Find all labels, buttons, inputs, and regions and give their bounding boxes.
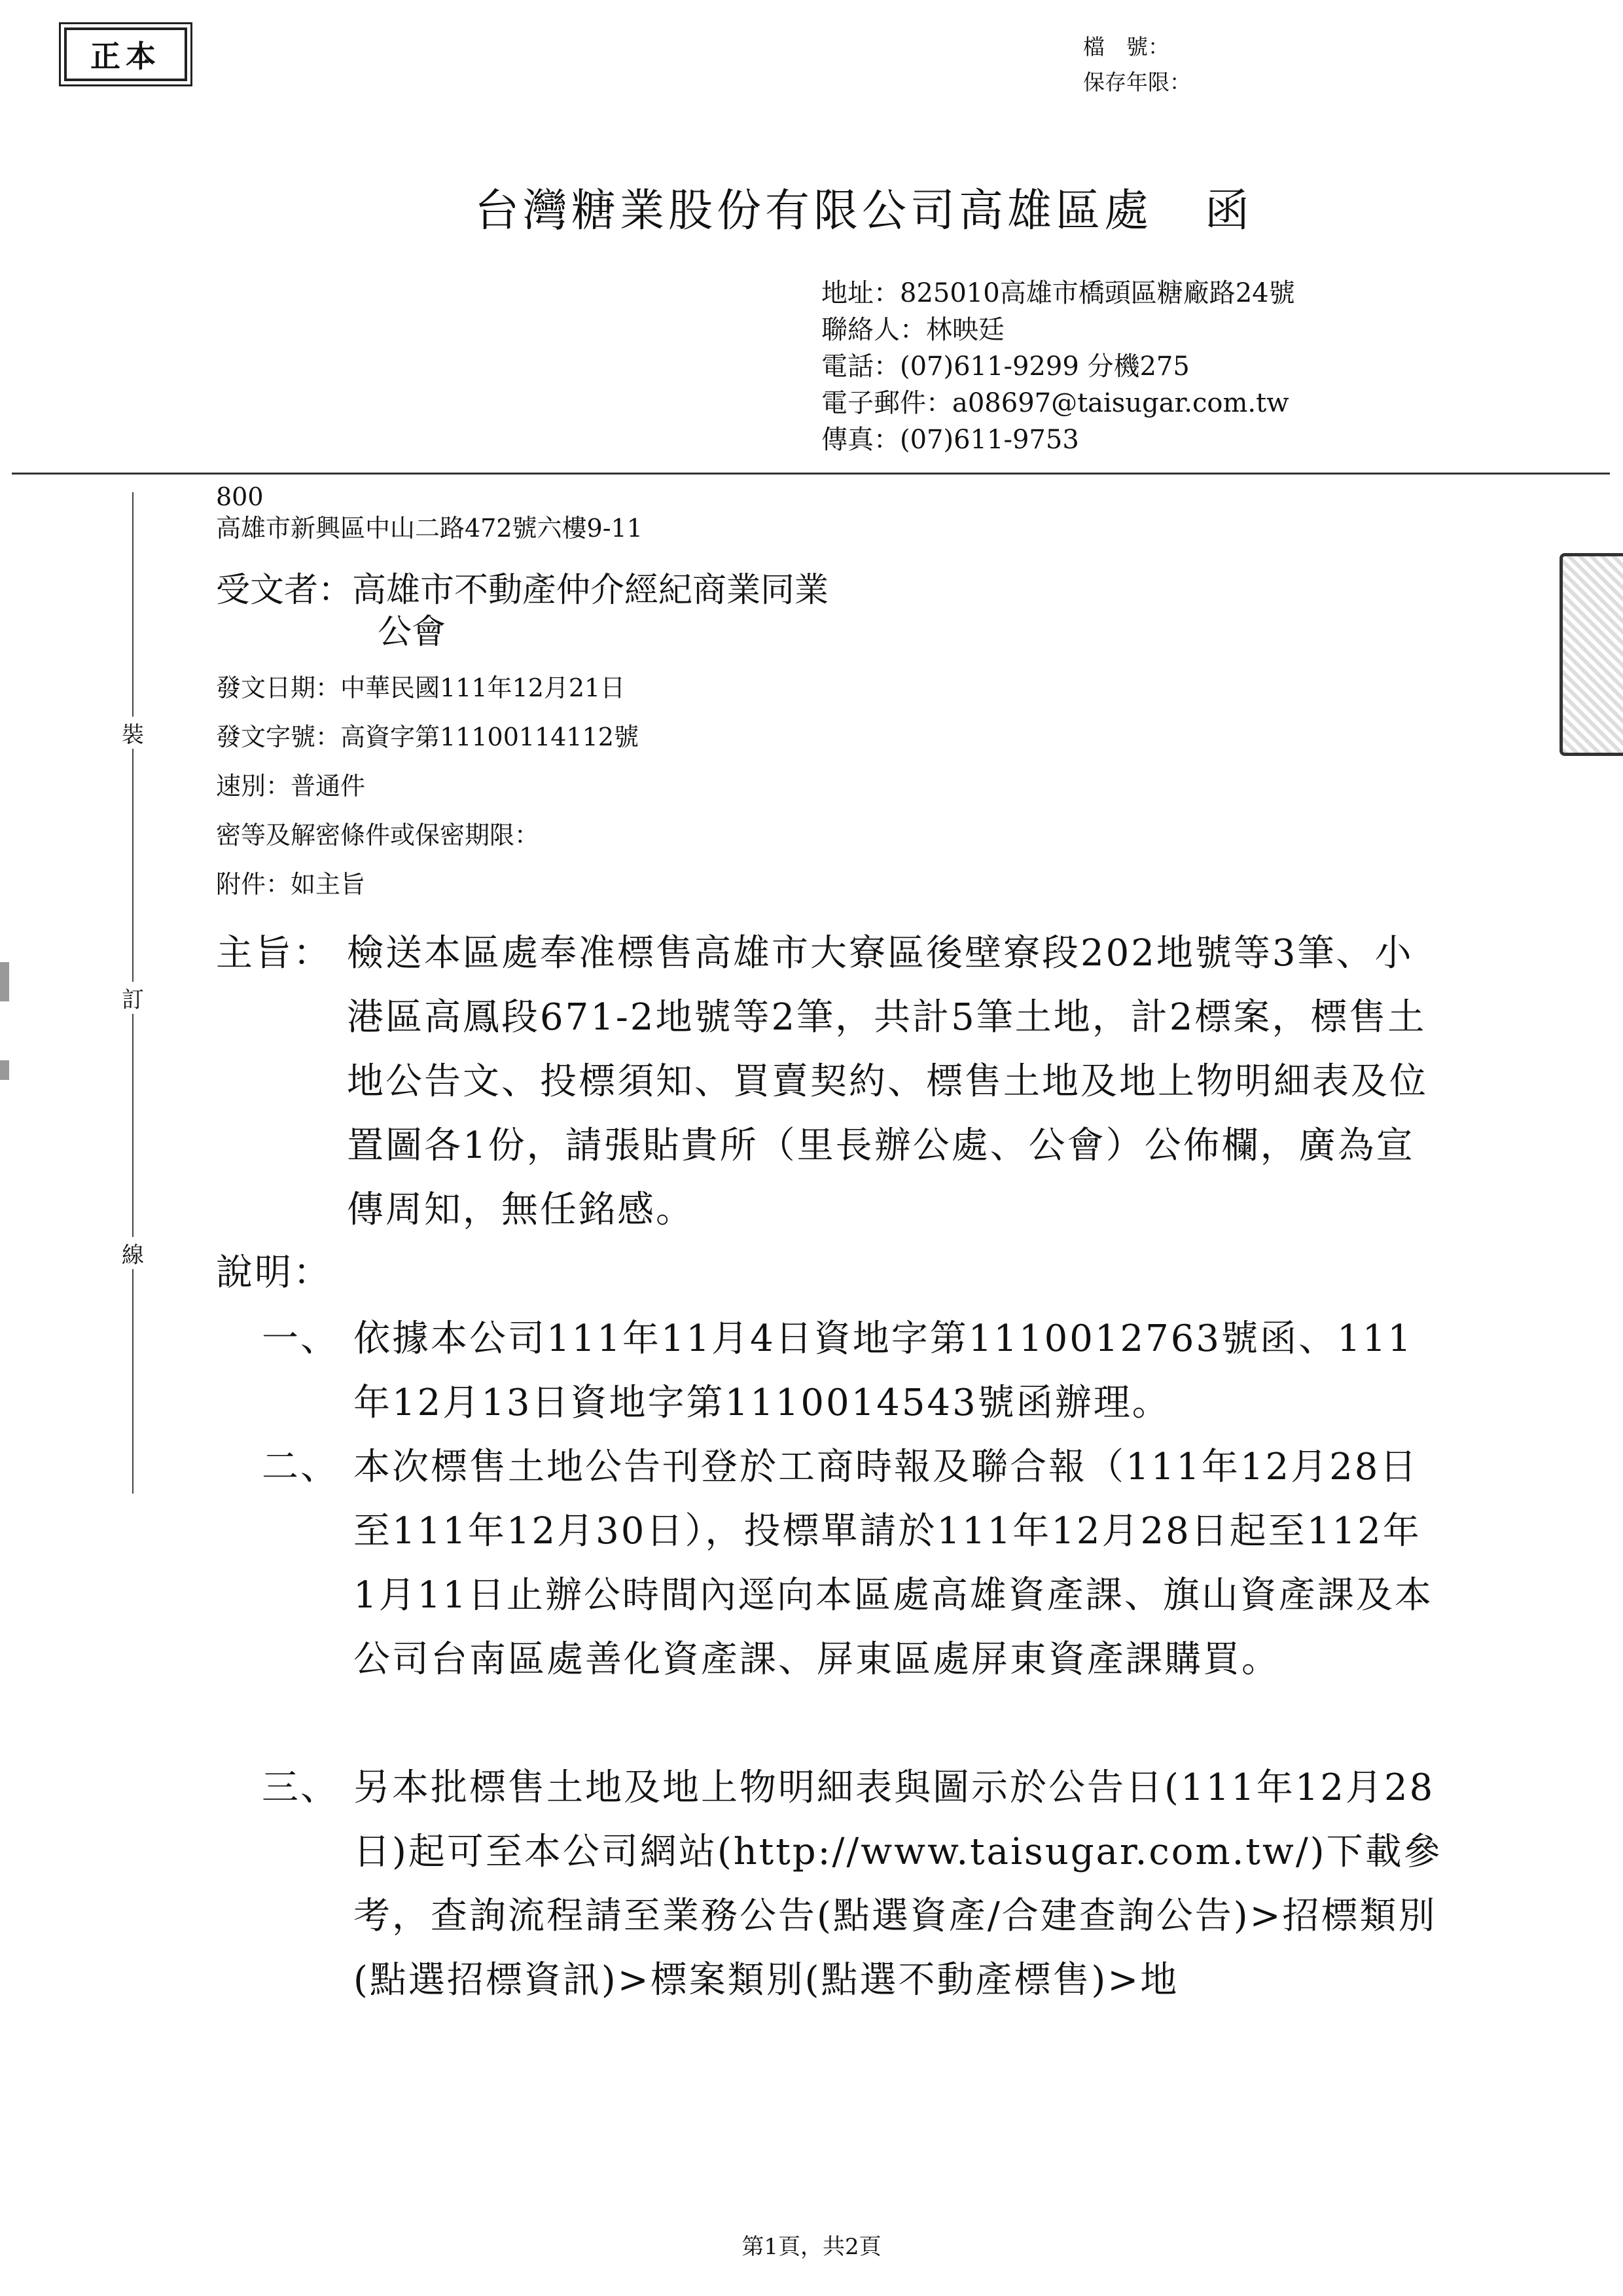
recipient-line-2: 公會 [378, 613, 446, 652]
recipient-address [216, 481, 643, 544]
binding-mark-zhuang: 裝 [120, 717, 146, 749]
explanation-label: 說明： [216, 1251, 332, 1294]
subject-text: 檢送本區處奉准標售高雄市大寮區後壁寮段202地號等3筆、小港區高鳳段671-2地號等2筆，共計5筆土地，計2標案，標售土地公告文、投標須知、買賣契約、標售土地及地上物明細表及位置圖各1份，請張貼貴所（里長辦公處、公會）公佈欄，廣為宣傳周知，無任銘感。 [347, 932, 1428, 1231]
sender-phone: 電話：(07)611-9299 分機275 [821, 351, 1190, 382]
explanation-item [262, 1307, 1446, 1435]
scan-mark [0, 962, 9, 1001]
sender-info [821, 275, 1295, 458]
sender-address: 地址：825010高雄市橋頭區糖廠路24號 [821, 278, 1295, 308]
file-number-label: 檔 號： [1083, 34, 1169, 60]
binding-mark-ding: 訂 [120, 982, 146, 1014]
document-meta [216, 668, 639, 913]
sender-fax: 傳真：(07)611-9753 [821, 425, 1079, 455]
header-divider [12, 473, 1610, 475]
delivery-speed: 速別：普通件 [216, 772, 366, 800]
recipient-line-1: 受文者：高雄市不動產仲介經紀商業同業 [216, 571, 829, 610]
reference-number: 發文字號：高資字第11100114112號 [216, 723, 639, 751]
item-number: 二、 [262, 1446, 339, 1488]
item-text: 依據本公司111年11月4日資地字第1110012763號函、111年12月13日資地字第1110014543號函辦理。 [353, 1318, 1413, 1424]
classification: 密等及解密條件或保密期限： [216, 821, 540, 850]
file-meta [1083, 29, 1191, 100]
organization-name: 台灣糖業股份有限公司高雄區處 [474, 185, 1153, 237]
sender-contact: 聯絡人：林映廷 [821, 315, 1005, 345]
item-number: 三、 [262, 1767, 339, 1809]
recipient [216, 569, 829, 653]
subject [216, 922, 1446, 1242]
page-footer: 第1頁，共2頁 [741, 2234, 882, 2260]
subject-label: 主旨： [216, 932, 332, 975]
seal-stamp [1560, 553, 1623, 756]
attachment: 附件：如主旨 [216, 870, 366, 899]
explanation-item [262, 1435, 1446, 1692]
recipient-street-address: 高雄市新興區中山二路472號六樓9-11 [216, 514, 643, 543]
scan-mark [0, 1060, 9, 1080]
sender-email: 電子郵件：a08697@taisugar.com.tw [821, 388, 1289, 418]
item-text: 本次標售土地公告刊登於工商時報及聯合報（111年12月28日至111年12月30日），投標單請於111年12月28日起至112年1月11日止辦公時間內逕向本區處高雄資產課、旗山資產課及本公司台南區處善化資產課、屏東區處屏東資產課購買。 [353, 1446, 1433, 1681]
postal-code: 800 [216, 482, 264, 511]
binding-mark-xian: 線 [120, 1237, 146, 1269]
issue-date: 發文日期：中華民國111年12月21日 [216, 673, 626, 702]
retention-period-label: 保存年限： [1083, 69, 1191, 95]
document-title [474, 175, 1253, 239]
item-number: 一、 [262, 1318, 339, 1360]
copy-stamp: 正本 [64, 27, 187, 81]
explanation-item [262, 1756, 1446, 2013]
document-type: 函 [1205, 185, 1254, 237]
item-text: 另本批標售土地及地上物明細表與圖示於公告日(111年12月28日)起可至本公司網站(http://www.taisugar.com.tw/)下載參考，查詢流程請至業務公告(點選資產/合建查詢公告)>招標類別(點選招標資訊)>標案類別(點選不動產標售)>地 [353, 1767, 1442, 2001]
